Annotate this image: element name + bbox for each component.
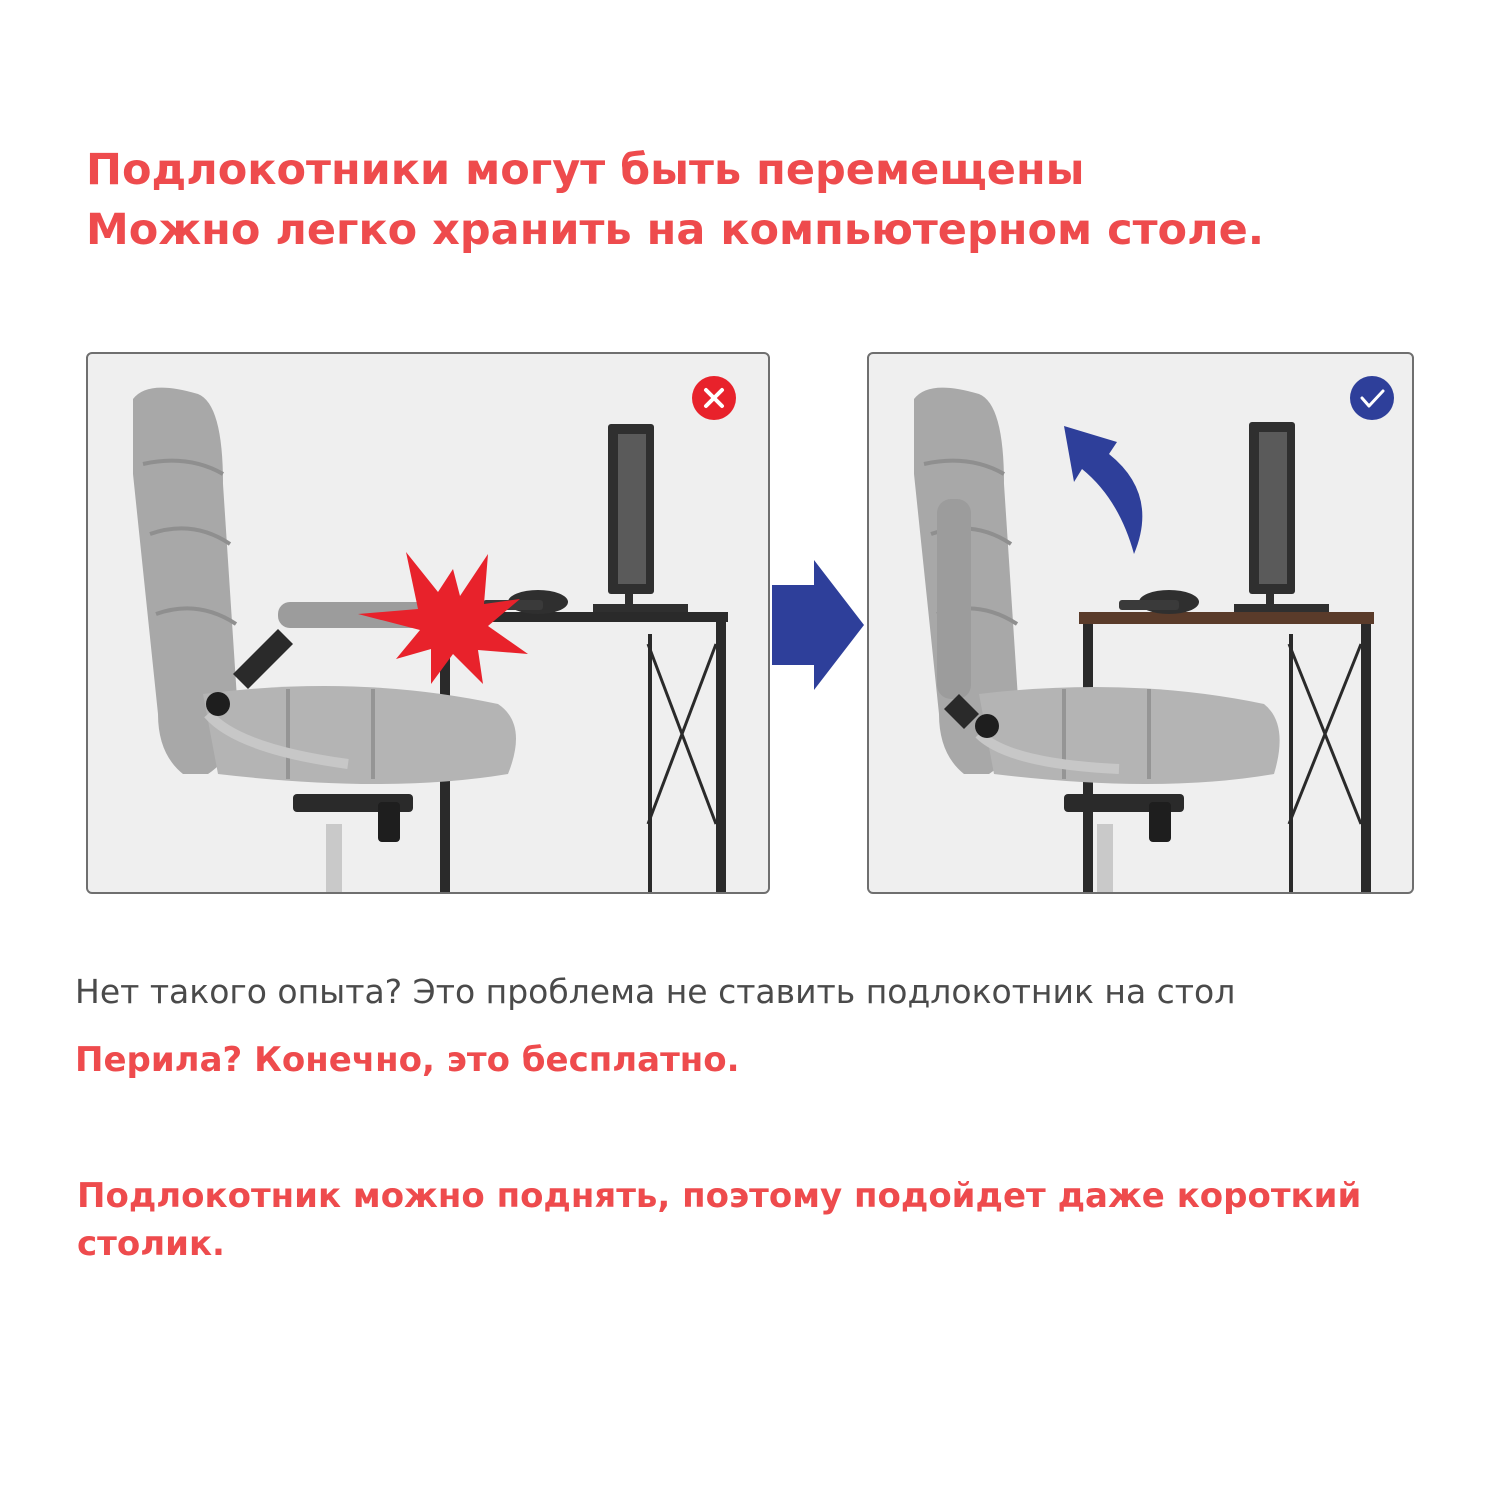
curved-up-arrow-icon xyxy=(1064,426,1142,554)
panel-armrest-collision xyxy=(86,352,770,894)
answer-text: Перила? Конечно, это бесплатно. xyxy=(75,1040,740,1080)
panel-armrest-raised xyxy=(867,352,1414,894)
cross-icon xyxy=(692,376,736,420)
chair-desk-illustration-left xyxy=(88,354,770,894)
question-text: Нет такого опыта? Это проблема не ставить подлокотник на стол xyxy=(75,972,1236,1011)
check-icon xyxy=(1350,376,1394,420)
note-text: Подлокотник можно поднять, поэтому подойдет даже короткий столик. xyxy=(77,1176,1362,1264)
arrow-right-icon xyxy=(772,560,867,690)
chair-desk-illustration-right xyxy=(869,354,1414,894)
heading-line-1: Подлокотники могут быть перемещены xyxy=(86,145,1085,195)
heading-line-2: Можно легко хранить на компьютерном столе. xyxy=(86,205,1265,255)
